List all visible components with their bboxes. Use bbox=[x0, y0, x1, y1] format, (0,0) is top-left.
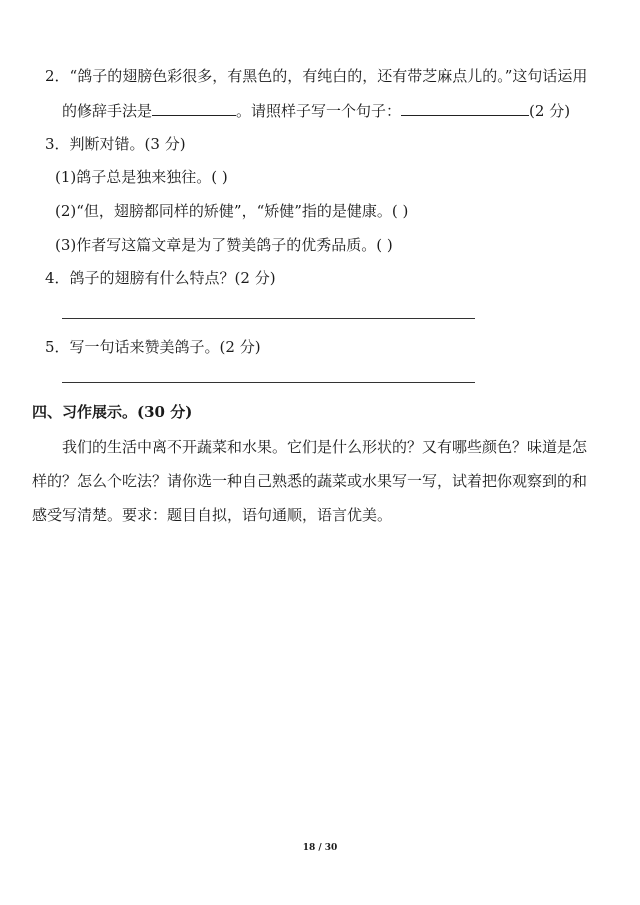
q2-line2-middle: 。请照样子写一个句子： bbox=[236, 102, 402, 120]
essay-prompt-line1: 我们的生活中离不开蔬菜和水果。它们是什么形状的？又有哪些颜色？味道是怎 bbox=[62, 438, 588, 456]
essay-prompt-line2: 样的？怎么个吃法？请你选一种自己熟悉的蔬菜或水果写一写，试着把你观察到的和 bbox=[32, 472, 588, 490]
q3-item-3: (3)作者写这篇文章是为了赞美鸽子的优秀品质。( ) bbox=[55, 236, 393, 254]
section-4-heading: 四、习作展示。(30 分) bbox=[32, 403, 193, 421]
q2-line2 bbox=[62, 101, 570, 121]
q3-item-1: (1)鸽子总是独来独往。( ) bbox=[55, 168, 228, 186]
q2-line1: 2．“鸽子的翅膀色彩很多，有黑色的，有纯白的，还有带芝麻点儿的。”这句话运用 bbox=[45, 67, 588, 85]
example-sentence-blank[interactable] bbox=[401, 101, 529, 116]
page-number: 18 / 30 bbox=[302, 843, 338, 853]
q2-line2-prefix: 的修辞手法是 bbox=[62, 102, 153, 120]
q5-answer-line[interactable] bbox=[62, 382, 475, 383]
q4-answer-line[interactable] bbox=[62, 318, 475, 319]
essay-prompt-line3: 感受写清楚。要求：题目自拟，语句通顺，语言优美。 bbox=[32, 506, 393, 524]
q5-title: 5．写一句话来赞美鸽子。(2 分) bbox=[45, 338, 261, 356]
q3-title: 3．判断对错。(3 分) bbox=[45, 135, 186, 153]
rhetoric-answer-blank[interactable] bbox=[152, 101, 236, 116]
q4-title: 4．鸽子的翅膀有什么特点？(2 分) bbox=[45, 269, 276, 287]
q2-line2-score: (2 分) bbox=[529, 102, 571, 120]
q3-item-2: (2)“但，翅膀都同样的矫健”，“矫健”指的是健康。( ) bbox=[55, 202, 409, 220]
